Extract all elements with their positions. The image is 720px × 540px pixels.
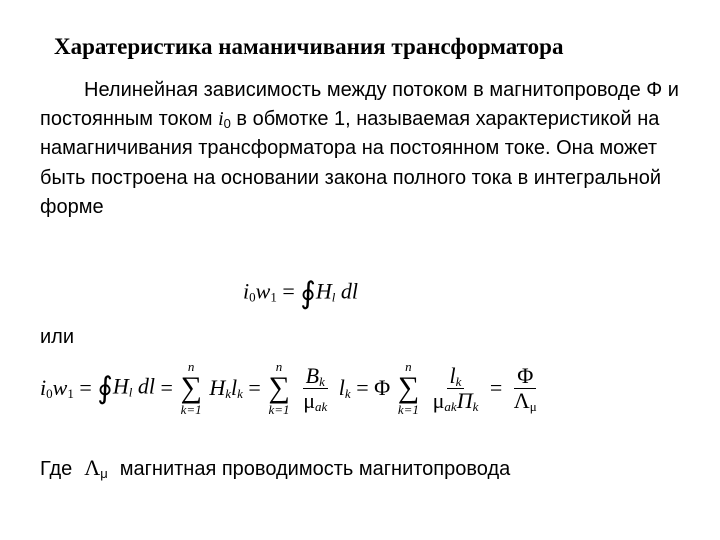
f1-w: w xyxy=(255,278,271,304)
f2-equals-1: = xyxy=(79,375,92,400)
or-label: или xyxy=(40,326,75,348)
frac3-phi: Φ xyxy=(514,365,536,389)
where-lambda-sub: μ xyxy=(100,466,108,481)
f2-w: w xyxy=(52,375,68,400)
f2-equals-3: = xyxy=(248,375,261,400)
where-line xyxy=(40,455,510,481)
f2-term1-l: l xyxy=(231,375,238,400)
f2-term1-H: H xyxy=(209,375,226,400)
frac-phi-over-lambda xyxy=(511,362,540,414)
where-lambda-symbol: Λ xyxy=(84,455,101,480)
f2-term1-l-sub: k xyxy=(237,386,243,401)
formula-full-current-law xyxy=(243,276,358,311)
current-subscript: 0 xyxy=(223,116,231,132)
f1-H: H xyxy=(315,278,332,304)
sum-1 xyxy=(180,360,201,416)
paragraph-text-1: Нелинейная зависимость между потоком в магнитопроводе Φ и постоянным током xyxy=(40,79,679,131)
frac2-P: П xyxy=(456,387,473,413)
frac-l-over-muP xyxy=(430,362,482,414)
f2-i: i xyxy=(40,375,47,400)
f2-phi: Φ xyxy=(374,375,391,400)
f1-w-sub: 1 xyxy=(270,289,277,305)
f1-equals: = xyxy=(276,278,301,304)
f1-integral: ∮ xyxy=(300,277,316,310)
sum-3 xyxy=(398,360,419,416)
f2-term2-l: l xyxy=(338,375,345,400)
sum-3-lower: k=1 xyxy=(397,402,419,417)
sum-2-lower: k=1 xyxy=(268,402,290,417)
f2-term2-l-sub: k xyxy=(344,386,351,401)
f2-integral: ∮ xyxy=(97,371,113,405)
frac3-lambda: Λ xyxy=(513,387,530,413)
frac2-mu: μ xyxy=(432,387,445,413)
paragraph-text-2: в обмотке 1, называемая характеристикой на намагничивания трансформатора на постоянном токе. Она может быть построена на основании закона полного тока в интегральной форме xyxy=(40,108,662,218)
frac3-lambda-sub: μ xyxy=(529,398,537,414)
sum-2-sigma: ∑ xyxy=(268,371,290,404)
f2-dl: dl xyxy=(137,373,156,399)
f2-equals-2: = xyxy=(160,375,173,400)
f2-H-sub: l xyxy=(128,384,133,400)
f2-equals-5: = xyxy=(489,375,503,400)
f2-i-sub: 0 xyxy=(46,386,53,401)
frac1-mu: μ xyxy=(303,387,316,413)
f1-H-sub: l xyxy=(331,289,336,305)
formula-expanded xyxy=(40,360,543,416)
frac2-l-sub: k xyxy=(455,373,462,389)
frac1-B-sub: k xyxy=(319,373,325,389)
sum-2 xyxy=(268,360,289,416)
f2-equals-4: = xyxy=(356,375,369,400)
slide-title: Харатеристика наманичивания трансформатора xyxy=(54,34,564,59)
frac2-mu-sub: ak xyxy=(444,398,457,414)
current-symbol: i xyxy=(218,108,224,131)
frac1-mu-sub: ak xyxy=(315,398,328,414)
f2-term1-H-sub: k xyxy=(225,386,231,401)
sum-1-lower: k=1 xyxy=(180,402,202,417)
f1-dl: dl xyxy=(335,278,359,304)
frac1-B: B xyxy=(305,362,320,388)
f1-i: i xyxy=(243,278,250,304)
sum-3-sigma: ∑ xyxy=(397,371,420,404)
intro-paragraph xyxy=(40,76,680,222)
f2-w-sub: 1 xyxy=(67,386,74,401)
where-description: магнитная проводимость магнитопровода xyxy=(119,458,511,480)
sum-3-upper: n xyxy=(405,359,412,374)
where-label: Где xyxy=(40,458,73,480)
frac-B-over-mu xyxy=(300,362,330,414)
sum-2-upper: n xyxy=(275,359,283,374)
frac2-P-sub: k xyxy=(472,398,479,414)
f2-H: H xyxy=(112,373,129,399)
f1-i-sub: 0 xyxy=(249,289,256,305)
sum-1-upper: n xyxy=(187,359,195,374)
frac2-l: l xyxy=(449,362,456,388)
sum-1-sigma: ∑ xyxy=(180,371,202,404)
